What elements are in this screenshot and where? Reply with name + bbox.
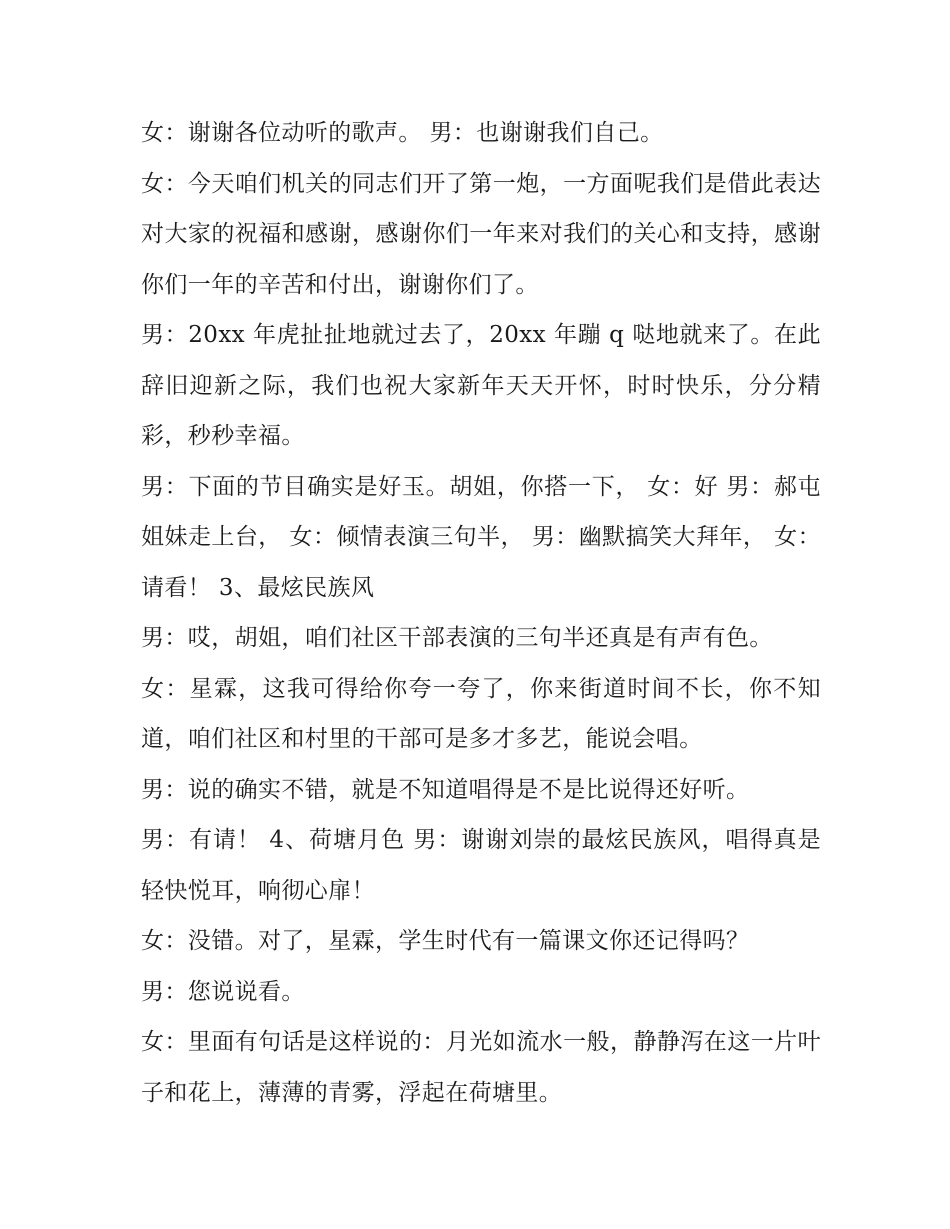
paragraph: 男：哎，胡姐，咱们社区干部表演的三句半还真是有声有色。 — [141, 625, 773, 651]
paragraph: 男：下面的节目确实是好玉。胡姐，你搭一下， 女：好 男：郝屯姐妹走上台， 女：倾情表演三句半， 男：幽默搞笑大拜年， 女：请看！ 3、最炫民族风 — [141, 473, 821, 601]
paragraph: 男：有请！ 4、荷塘月色 男：谢谢刘崇的最炫民族风，唱得真是轻快悦耳，响彻心扉！ — [141, 827, 821, 904]
paragraph: 男：您说说看。 — [141, 978, 305, 1005]
paragraph: 女：没错。对了，星霖，学生时代有一篇课文你还记得吗？ — [141, 928, 750, 954]
paragraph: 男：说的确实不错，就是不知道唱得是不是比说得还好听。 — [141, 776, 750, 803]
paragraph: 男：20xx 年虎扯扯地就过去了，20xx 年蹦 q 哒地就来了。在此辞旧迎新之际，我们也祝大家新年天天开怀，时时快乐，分分精彩，秒秒幸福。 — [141, 322, 821, 449]
document-body — [141, 108, 821, 1118]
paragraph: 女：今天咱们机关的同志们开了第一炮，一方面呢我们是借此表达对大家的祝福和感谢，感谢你们一年来对我们的关心和支持，感谢你们一年的辛苦和付出，谢谢你们了。 — [141, 170, 821, 298]
paragraph: 女：星霖，这我可得给你夸一夸了，你来街道时间不长，你不知道，咱们社区和村里的干部可是多才多艺，能说会唱。 — [141, 675, 821, 752]
paragraph: 女：里面有句话是这样说的：月光如流水一般，静静泻在这一片叶子和花上，薄薄的青雾，浮起在荷塘里。 — [141, 1029, 821, 1106]
paragraph: 女：谢谢各位动听的歌声。 男：也谢谢我们自己。 — [141, 120, 664, 146]
